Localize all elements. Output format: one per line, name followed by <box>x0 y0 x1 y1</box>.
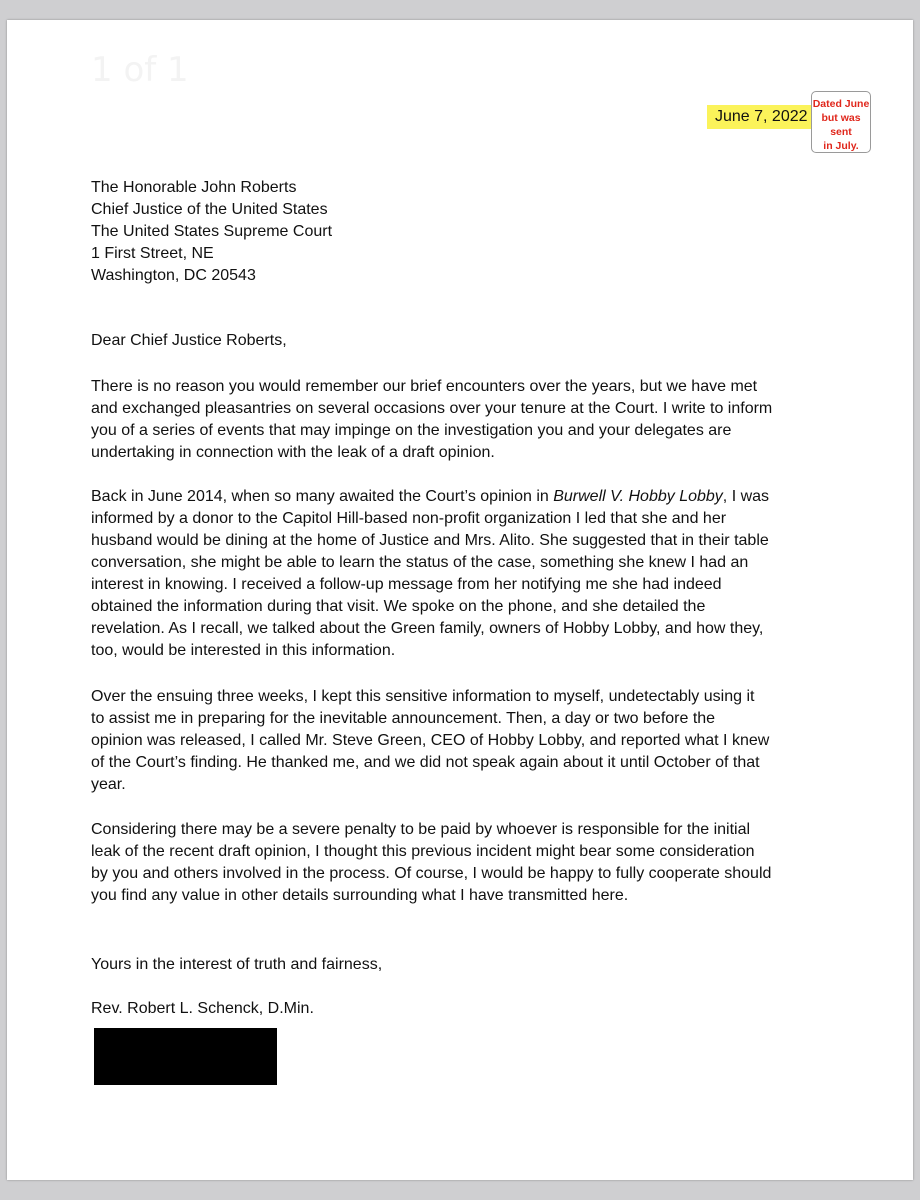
signature-name: Rev. Robert L. Schenck, D.Min. <box>91 1000 314 1017</box>
annotation-line: but was sent <box>821 112 861 138</box>
paragraph-line: leak of the recent draft opinion, I thought this previous incident might bear some consideration <box>91 843 755 860</box>
paragraph-3 <box>91 686 831 796</box>
page-indicator: 1 of 1 <box>91 50 189 90</box>
paragraph-line: informed by a donor to the Capitol Hill-based non-profit organization I led that she and her <box>91 510 727 527</box>
annotation-note <box>811 91 871 153</box>
letter-date: June 7, 2022 <box>707 105 816 129</box>
recipient-address <box>91 177 332 287</box>
paragraph-line: Considering there may be a severe penalty to be paid by whoever is responsible for the initial <box>91 821 751 838</box>
paragraph-line: too, would be interested in this information. <box>91 642 396 659</box>
paragraph-text: , I was <box>722 488 770 505</box>
paragraph-line: interest in knowing. I received a follow-up message from her notifying me she had indeed <box>91 576 722 593</box>
address-line: 1 First Street, NE <box>91 245 214 262</box>
address-line: The United States Supreme Court <box>91 223 333 240</box>
paragraph-2 <box>91 486 831 662</box>
paragraph-line: year. <box>91 776 126 793</box>
address-line: Washington, DC 20543 <box>91 267 256 284</box>
closing: Yours in the interest of truth and fairness, <box>91 956 383 973</box>
paragraph-line: revelation. As I recall, we talked about the Green family, owners of Hobby Lobby, and how they, <box>91 620 764 637</box>
salutation: Dear Chief Justice Roberts, <box>91 332 287 349</box>
paragraph-line: and exchanged pleasantries on several occasions over your tenure at the Court. I write to inform <box>91 400 773 417</box>
paragraph-line: conversation, she might be able to learn the status of the case, something she knew I had an <box>91 554 749 571</box>
case-name: Burwell V. Hobby Lobby <box>553 488 723 505</box>
paragraph-4 <box>91 819 831 907</box>
paragraph-line: undertaking in connection with the leak of a draft opinion. <box>91 444 495 461</box>
paragraph-line: Over the ensuing three weeks, I kept this sensitive information to myself, undetectably using it <box>91 688 755 705</box>
paragraph-1 <box>91 376 831 464</box>
paragraph-line: of the Court’s finding. He thanked me, and we did not speak again about it until October of that <box>91 754 760 771</box>
paragraph-line: There is no reason you would remember our brief encounters over the years, but we have met <box>91 378 758 395</box>
paragraph-line: to assist me in preparing for the inevitable announcement. Then, a day or two before the <box>91 710 716 727</box>
letter-page <box>7 20 913 1180</box>
address-line: Chief Justice of the United States <box>91 201 328 218</box>
paragraph-line: obtained the information during that visit. We spoke on the phone, and she detailed the <box>91 598 706 615</box>
paragraph-line: husband would be dining at the home of Justice and Mrs. Alito. She suggested that in their table <box>91 532 769 549</box>
annotation-line: in July. <box>823 140 859 152</box>
redaction-block <box>94 1028 277 1085</box>
paragraph-line: opinion was released, I called Mr. Steve Green, CEO of Hobby Lobby, and reported what I knew <box>91 732 770 749</box>
paragraph-line: by you and others involved in the process. Of course, I would be happy to fully cooperate should <box>91 865 772 882</box>
paragraph-line: you of a series of events that may impinge on the investigation you and your delegates are <box>91 422 732 439</box>
paragraph-line: you find any value in other details surrounding what I have transmitted here. <box>91 887 629 904</box>
address-line: The Honorable John Roberts <box>91 179 297 196</box>
paragraph-text: Back in June 2014, when so many awaited the Court’s opinion in <box>91 488 554 505</box>
paragraph-line <box>91 486 831 508</box>
annotation-line: Dated June <box>812 98 870 110</box>
